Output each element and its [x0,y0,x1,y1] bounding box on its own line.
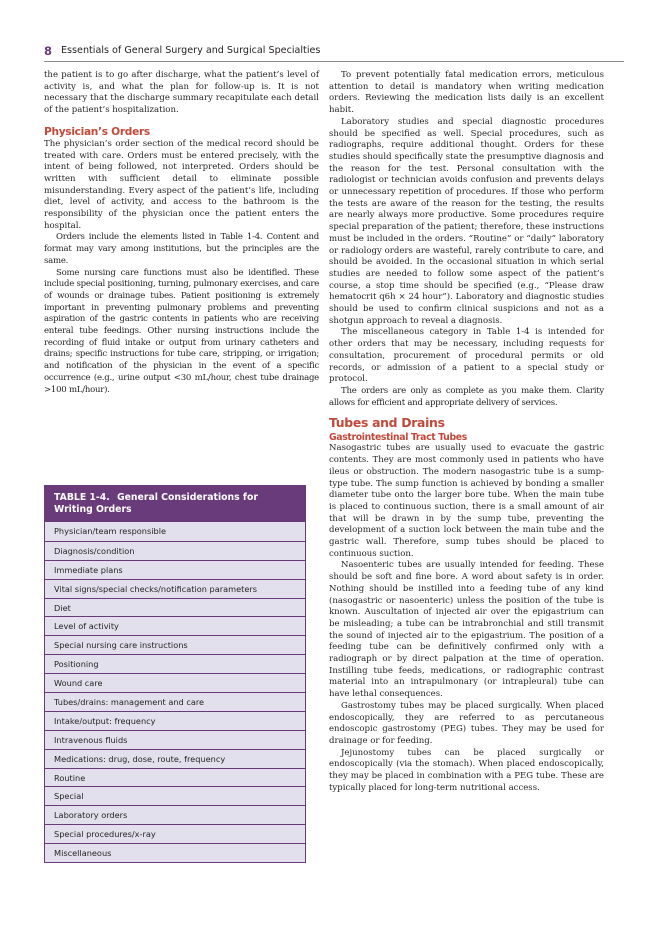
paragraph-orders-complete: The orders are only as complete as you make them. Clarity allows for efficient and appropriate delivery of services. [329,385,604,408]
paragraph-laboratory: Laboratory studies and special diagnostic procedures should be specified as well. Special procedures, such as radiographs, require additional thought. Orders for these studies should specifically state the presumptive diagnosis and the reason for the test. Personal consultation with the radiologist or technician avoids confusion and prevents delays or unnecessary repetition of procedures. If those who perform the tests are aware of the reason for the testing, the results are nearly always more productive. Some procedures require special preparation of the patient; therefore, these instructions must be included in the orders. “Routine” or “daily” laboratory or radiology orders are wasteful, rarely contribute to care, and should be avoided. In the occasional situation in which serial studies are needed to follow some aspect of the patient’s course, a stop time should be specified (e.g., “Please draw hematocrit q6h × 24 hour”). Laboratory and diagnostic studies should be used to confirm clinical suspicions and not as a shotgun approach to reveal a diagnosis. [329,116,604,326]
table-row: Tubes/drains: management and care [45,692,305,711]
table-label: TABLE 1-4. [54,492,110,503]
book-title: Essentials of General Surgery and Surgical Specialties [61,45,321,56]
paragraph-orders-3: Some nursing care functions must also be identified. These include special positioning, turning, pulmonary exercises, and care of wounds or drainage tubes. Patient positioning is extremely important in preventing pulmonary problems and preventing aspiration of the gastric contents in patients who are receiving enteral tube feedings. Other nursing instructions include the recording of fluid intake or output from urinary catheters and drains; specific instructions for tube care, stripping, or irrigation; and notification of the physician in the event of a specific occurrence (e.g., urine output <30 mL/hour, chest tube drainage >100 mL/hour). [44,267,319,395]
table-row: Level of activity [45,616,305,635]
paragraph-orders-2: Orders include the elements listed in Table 1-4. Content and format may vary among institutions, but the principles are the same. [44,232,319,266]
table-row: Laboratory orders [45,805,305,824]
table-row: Routine [45,768,305,787]
table-title: General Considerations for Writing Orders [54,492,258,515]
paragraph-gastrostomy: Gastrostomy tubes may be placed surgically. When placed endoscopically, they are referred to as percutaneous endoscopic gastrostomy (PEG) tubes. They may be used for drainage or for feeding. [329,700,604,746]
table-1-4 [44,485,306,863]
table-row: Immediate plans [45,560,305,579]
left-column [44,70,319,396]
table-row: Special procedures/x-ray [45,824,305,843]
table-header [45,486,305,522]
table-row: Medications: drug, dose, route, frequency [45,749,305,768]
heading-gi-tract-tubes: Gastrointestinal Tract Tubes [329,432,467,444]
heading-physicians-orders: Physician’s Orders [44,125,150,138]
table-row: Diet [45,598,305,617]
paragraph-medication: To prevent potentially fatal medication errors, meticulous attention to detail is mandatory when writing medication orders. Reviewing the medication lists daily is an excellent habit. [329,70,604,116]
running-head [44,44,624,62]
right-column [329,70,604,794]
heading-tubes-and-drains: Tubes and Drains [329,415,445,431]
table-row: Wound care [45,673,305,692]
table-row: Special [45,786,305,805]
table-row: Miscellaneous [45,843,305,862]
table-row: Vital signs/special checks/notification parameters [45,579,305,598]
header-rule [44,61,624,62]
table-row: Physician/team responsible [45,522,305,541]
page-number: 8 [44,44,53,58]
table-rows [45,522,305,862]
paragraph-orders-1: The physician’s order section of the medical record should be treated with care. Orders must be entered precisely, with the intent of being followed, not interpreted. Orders should be written with sufficient detail to eliminate possible misunderstanding. Every aspect of the patient’s life, including diet, level of activity, and access to the bathroom is the responsibility of the physician once the patient enters the hospital. [44,138,319,231]
paragraph-nasoenteric: Nasoenteric tubes are usually intended for feeding. These should be soft and fine bore. A word about safety is in order. Nothing should be instilled into a feeding tube of any kind (nasogastric or nasoenteric) unless the position of the tube is known. Auscultation of injected air over the epigastrium can be misleading; a tube can be intrabronchial and still transmit the sound of injected air to the epigastrium. The position of a feeding tube can be definitively confirmed only with a radiograph or by direct palpation at the time of operation. Instilling tube feeds, medications, or radiographic contrast material into an intrapulmonary (or intrapleural) tube can have lethal consequences. [329,560,604,700]
paragraph-miscellaneous: The miscellaneous category in Table 1-4 is intended for other orders that may be necessary, including requests for consultation, procurement of procedural permits or old records, or admission of a patient to a special study or protocol. [329,327,604,385]
table-row: Intravenous fluids [45,730,305,749]
table-row: Special nursing care instructions [45,635,305,654]
table-row: Positioning [45,654,305,673]
paragraph-intro: the patient is to go after discharge, what the patient’s level of activity is, and what the plan for follow-up is. It is not necessary that the discharge summary recapitulate each detail of the patient’s hospitalization. [44,70,319,116]
paragraph-nasogastric: Nasogastric tubes are usually used to evacuate the gastric contents. They are most commonly used in patients who have ileus or obstruction. The modern nasogastric tube is a sump-type tube. The sump function is achieved by bonding a smaller diameter tube onto the larger bore tube. When the main tube is placed to continuous suction, there is a small amount of air that will be drawn in by the sump tube, preventing the development of a suction lock between the main tube and the gastric wall. Therefore, sump tubes should be placed to continuous suction. [329,443,604,559]
table-row: Diagnosis/condition [45,541,305,560]
table-row: Intake/output: frequency [45,711,305,730]
paragraph-jejunostomy: Jejunostomy tubes can be placed surgically or endoscopically (via the stomach). When placed endoscopically, they may be placed in combination with a PEG tube. These are typically placed for long-term nutritional access. [329,747,604,793]
